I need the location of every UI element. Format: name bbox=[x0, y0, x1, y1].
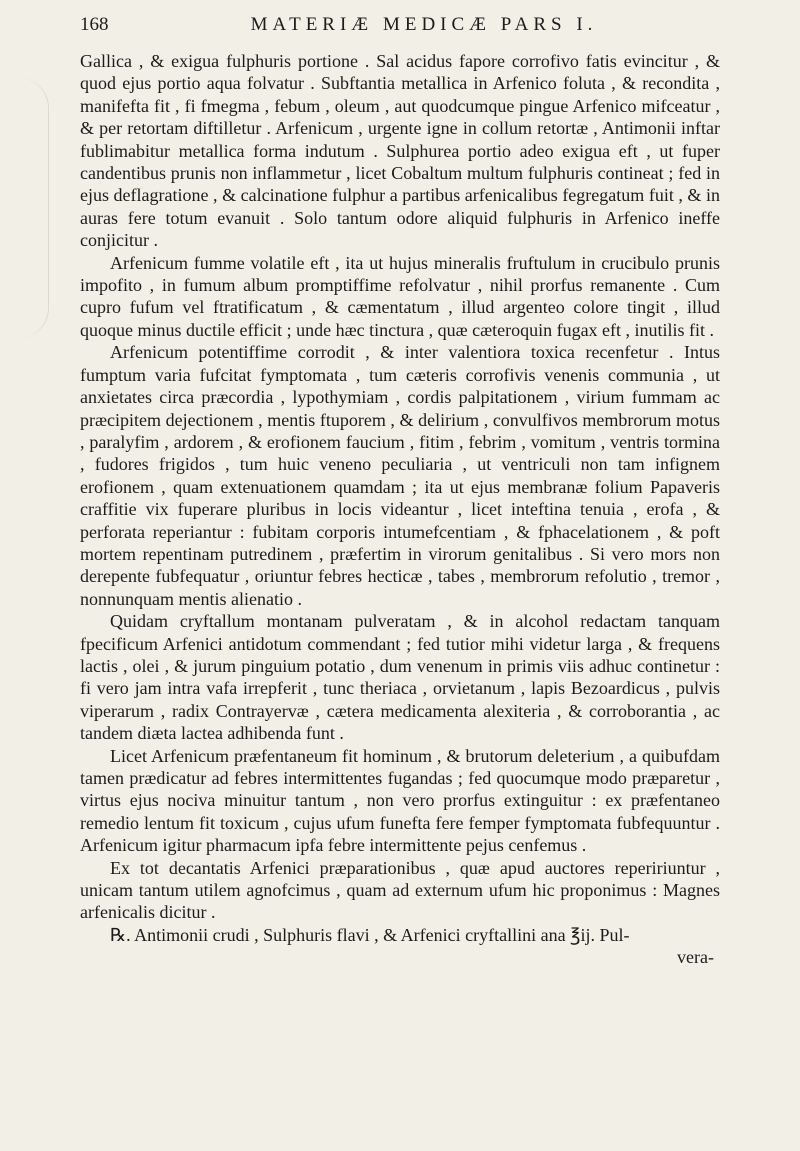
running-header bbox=[80, 14, 720, 50]
text-body bbox=[80, 50, 720, 946]
running-title: MATERIÆ MEDICÆ PARS I. bbox=[250, 14, 598, 35]
paragraph: Licet Arfenicum præfentaneum fit hominum , & brutorum deleterium , a quibufdam tamen prædicatur ad febres intermittentes fugandas ; fed quocumque modo præparetur , virtus ejus nociva minuitur tantum , non vero prorfus extinguitur : ex præfentaneo remedio lentum fit toxicum , cujus ufum funefta fere femper fymptomata fubfequuntur . Arfenicum igitur pharmacum ipfa febre intermittente pejus cenfemus . bbox=[80, 745, 720, 856]
paragraph: Arfenicum potentiffime corrodit , & inter valentiora toxica recenfetur . Intus fumptum varia fufcitat fymptomata , tum cæteris corrofivis venenis communia , ut anxietates circa præcordia , lypothymiam , cordis palpitationem , virium fummam ac præcipitem dejectionem , mentis ftuporem , & delirium , convulfivos membrorum motus , paralyfim , ardorem , & erofionem faucium , fitim , febrim , vomitum , ventris tormina , fudores frigidos , tum huic veneno peculiaria , ut ventriculi non tam infignem erofionem , quam extenuationem quamdam ; ita ut ejus membranæ folium Papaveris craffitie vix fuperare pluribus in locis videantur , licet inteftina tenuia , erofa , & perforata reperiantur : fubitam corporis intumefcentiam , & fphacelationem , & poft mortem repentinam putredinem , præfertim in virorum genitalibus . Si vero mors non derepente fubfequatur , oriuntur febres hecticæ , tabes , membrorum refolutio , tremor , nonnunquam mentis alienatio . bbox=[80, 342, 720, 609]
paragraph: Gallica , & exigua fulphuris portione . Sal acidus fapore corrofivo fatis evincitur , & quod ejus portio aqua folvatur . Subftantia metallica in Arfenico foluta , & recondita , manifefta fit , fi fmegma , febum , oleum , aut quodcumque pingue Arfenico mifceatur , & per retortam diftilletur . Arfenicum , urgente igne in collum retortæ , Antimonii inftar fublimabitur metallica forma indutum . Sulphurea portio adeo exigua eft , ut fuper candentibus prunis non inflammetur , licet Cobaltum multum fulphuris contineat ; fed in ejus deflagratione , & calcinatione fulphur a partibus arfenicalibus fegregatum fuit , & in auras fere totum evanuit . Solo tantum odore aliquid fulphuris in Arfenico ineffe conjicitur . bbox=[80, 51, 720, 251]
page-number: 168 bbox=[80, 14, 109, 35]
paragraph: Ex tot decantatis Arfenici præparationibus , quæ apud auctores repeririuntur , unicam tantum utilem agnofcimus , quam ad externum ufum hic proponimus : Magnes arfenicalis dicitur . bbox=[80, 857, 720, 923]
paragraph: Arfenicum fumme volatile eft , ita ut hujus mineralis fruftulum in crucibulo prunis impofito , in fumum album promptiffime refolvatur , nihil prorfus remanente . Cum cupro fufum vel ftratificatum , & cæmentatum , illud argenteo colore tingit , illud quoque minus ductile efficit ; unde hæc tinctura , quæ cæteroquin fugax eft , inutilis fit . bbox=[80, 252, 720, 340]
recipe-line: ℞. Antimonii crudi , Sulphuris flavi , & Arfenici cryftallini ana ℥ij. Pul- bbox=[110, 924, 630, 945]
page-fold-shadow bbox=[0, 78, 49, 338]
catchword: vera- bbox=[677, 947, 714, 968]
paragraph: Quidam cryftallum montanam pulveratam , & in alcohol redactam tanquam fpecificum Arfenici antidotum commendant ; fed tutior mihi videtur larga , & frequens lactis , olei , & jurum pinguium potatio , dum venenum in primis viis adhuc continetur : fi vero jam intra vafa irrepferit , tunc theriaca , orvietanum , lapis Bezoardicus , pulvis viperarum , radix Contrayervæ , cætera medicamenta alexiteria , & corroborantia , ac tandem diæta lactea adhibenda funt . bbox=[80, 611, 720, 744]
